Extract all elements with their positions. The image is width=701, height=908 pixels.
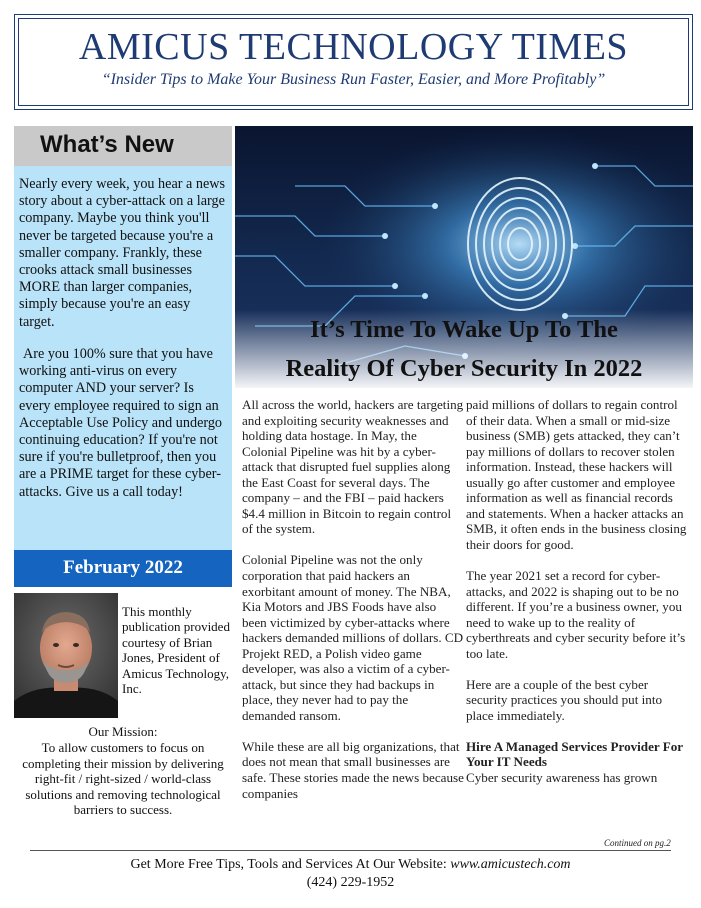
portrait-illustration [14, 593, 118, 718]
article-paragraph: All across the world, hackers are targeting and exploiting security weaknesses and holding data hostage. In May, the Colonial Pipeline was hit by a cyber-attack that disrupted fuel supplies along the East Coast for several days. The company – and the FBI – paid hackers $4.4 million in Bitcoin to regain control of the system. [242, 397, 464, 537]
website-link[interactable]: www.amicustech.com [450, 857, 571, 872]
whats-new-para2: Are you 100% sure that you have working anti-virus on every computer AND your server? Is every employee required to sign an Acceptable Use Policy and undergo continuing education? If you're not sure if you're bulletproof, then you are a PRIME target for these cyber-attacks. Give us a call today! [19, 346, 223, 500]
whats-new-heading: What’s New [40, 131, 174, 158]
masthead [14, 14, 693, 110]
footer-tagline: Get More Free Tips, Tools and Services At Our Website: [130, 857, 447, 872]
article-column-2 [466, 397, 688, 786]
mission-title: Our Mission: [88, 724, 158, 739]
issue-date: February 2022 [63, 557, 183, 578]
article-paragraph: The year 2021 set a record for cyber-attacks, and 2022 is shaping out to be no different. If you’re a business owner, you need to wake up to the reality of cyberthreats and cyber security before it’s too late. [466, 567, 686, 661]
whats-new-header [14, 126, 232, 166]
article-paragraph: While these are all big organizations, that does not mean that small businesses are safe. These stories made the news because companies [242, 738, 464, 801]
headline-line2: Reality Of Cyber Security In 2022 [285, 355, 643, 382]
issue-date-banner [14, 550, 232, 587]
whats-new-box [14, 166, 232, 550]
mission-text: To allow customers to focus on completing their mission by delivering right-fit / right-sized / world-class solutions and removing technological barriers to success. [22, 740, 224, 818]
whats-new-para1: Nearly every week, you hear a news story about a cyber-attack on a large company. Maybe you think you'll never be targeted because you're a smaller company. Frankly, these crooks attack small businesses MORE than larger companies, simply because you're an easy target. [19, 176, 226, 330]
footer-divider [30, 850, 671, 851]
continued-note: Continued on pg.2 [604, 838, 671, 848]
article-paragraph: Here are a couple of the best cyber security practices you should put into place immediately. [466, 676, 663, 723]
article-paragraph: paid millions of dollars to regain control of their data. When a small or mid-size business (SMB) gets attacked, they can’t pay millions of dollars to recover stolen information. Instead, these hackers will usually go after customer and employee information as well as financial records and statements. When a hacker attacks an SMB, it often ends in the business closing their doors for good. [466, 397, 687, 552]
footer-phone: (424) 229-1952 [306, 875, 395, 890]
publisher-note: This monthly publication provided courtesy of Brian Jones, President of Amicus Technology, Inc. [122, 604, 230, 697]
article-subhead: Hire A Managed Services Provider For Your IT Needs [466, 738, 683, 770]
article-paragraph: Colonial Pipeline was not the only corporation that paid hackers an exorbitant amount of money. The NBA, Kia Motors and JBS Foods have also been victimized by cyber-attacks where hackers demanded millions of dollars. CD Projekt RED, a Polish video game developer, was also a victim of a cyber-attack, but since they had backups in place, they never had to pay the demanded ransom. [242, 552, 464, 723]
article-column-1 [242, 397, 464, 817]
headline-line1: It’s Time To Wake Up To The [310, 316, 618, 343]
footer [0, 856, 701, 892]
article-paragraph: Cyber security awareness has grown [466, 769, 658, 785]
newsletter-title: AMICUS TECHNOLOGY TIMES [78, 26, 629, 68]
newsletter-tagline: “Insider Tips to Make Your Business Run Faster, Easier, and More Profitably” [101, 71, 606, 88]
article-headline [235, 310, 693, 388]
president-photo [14, 593, 118, 718]
